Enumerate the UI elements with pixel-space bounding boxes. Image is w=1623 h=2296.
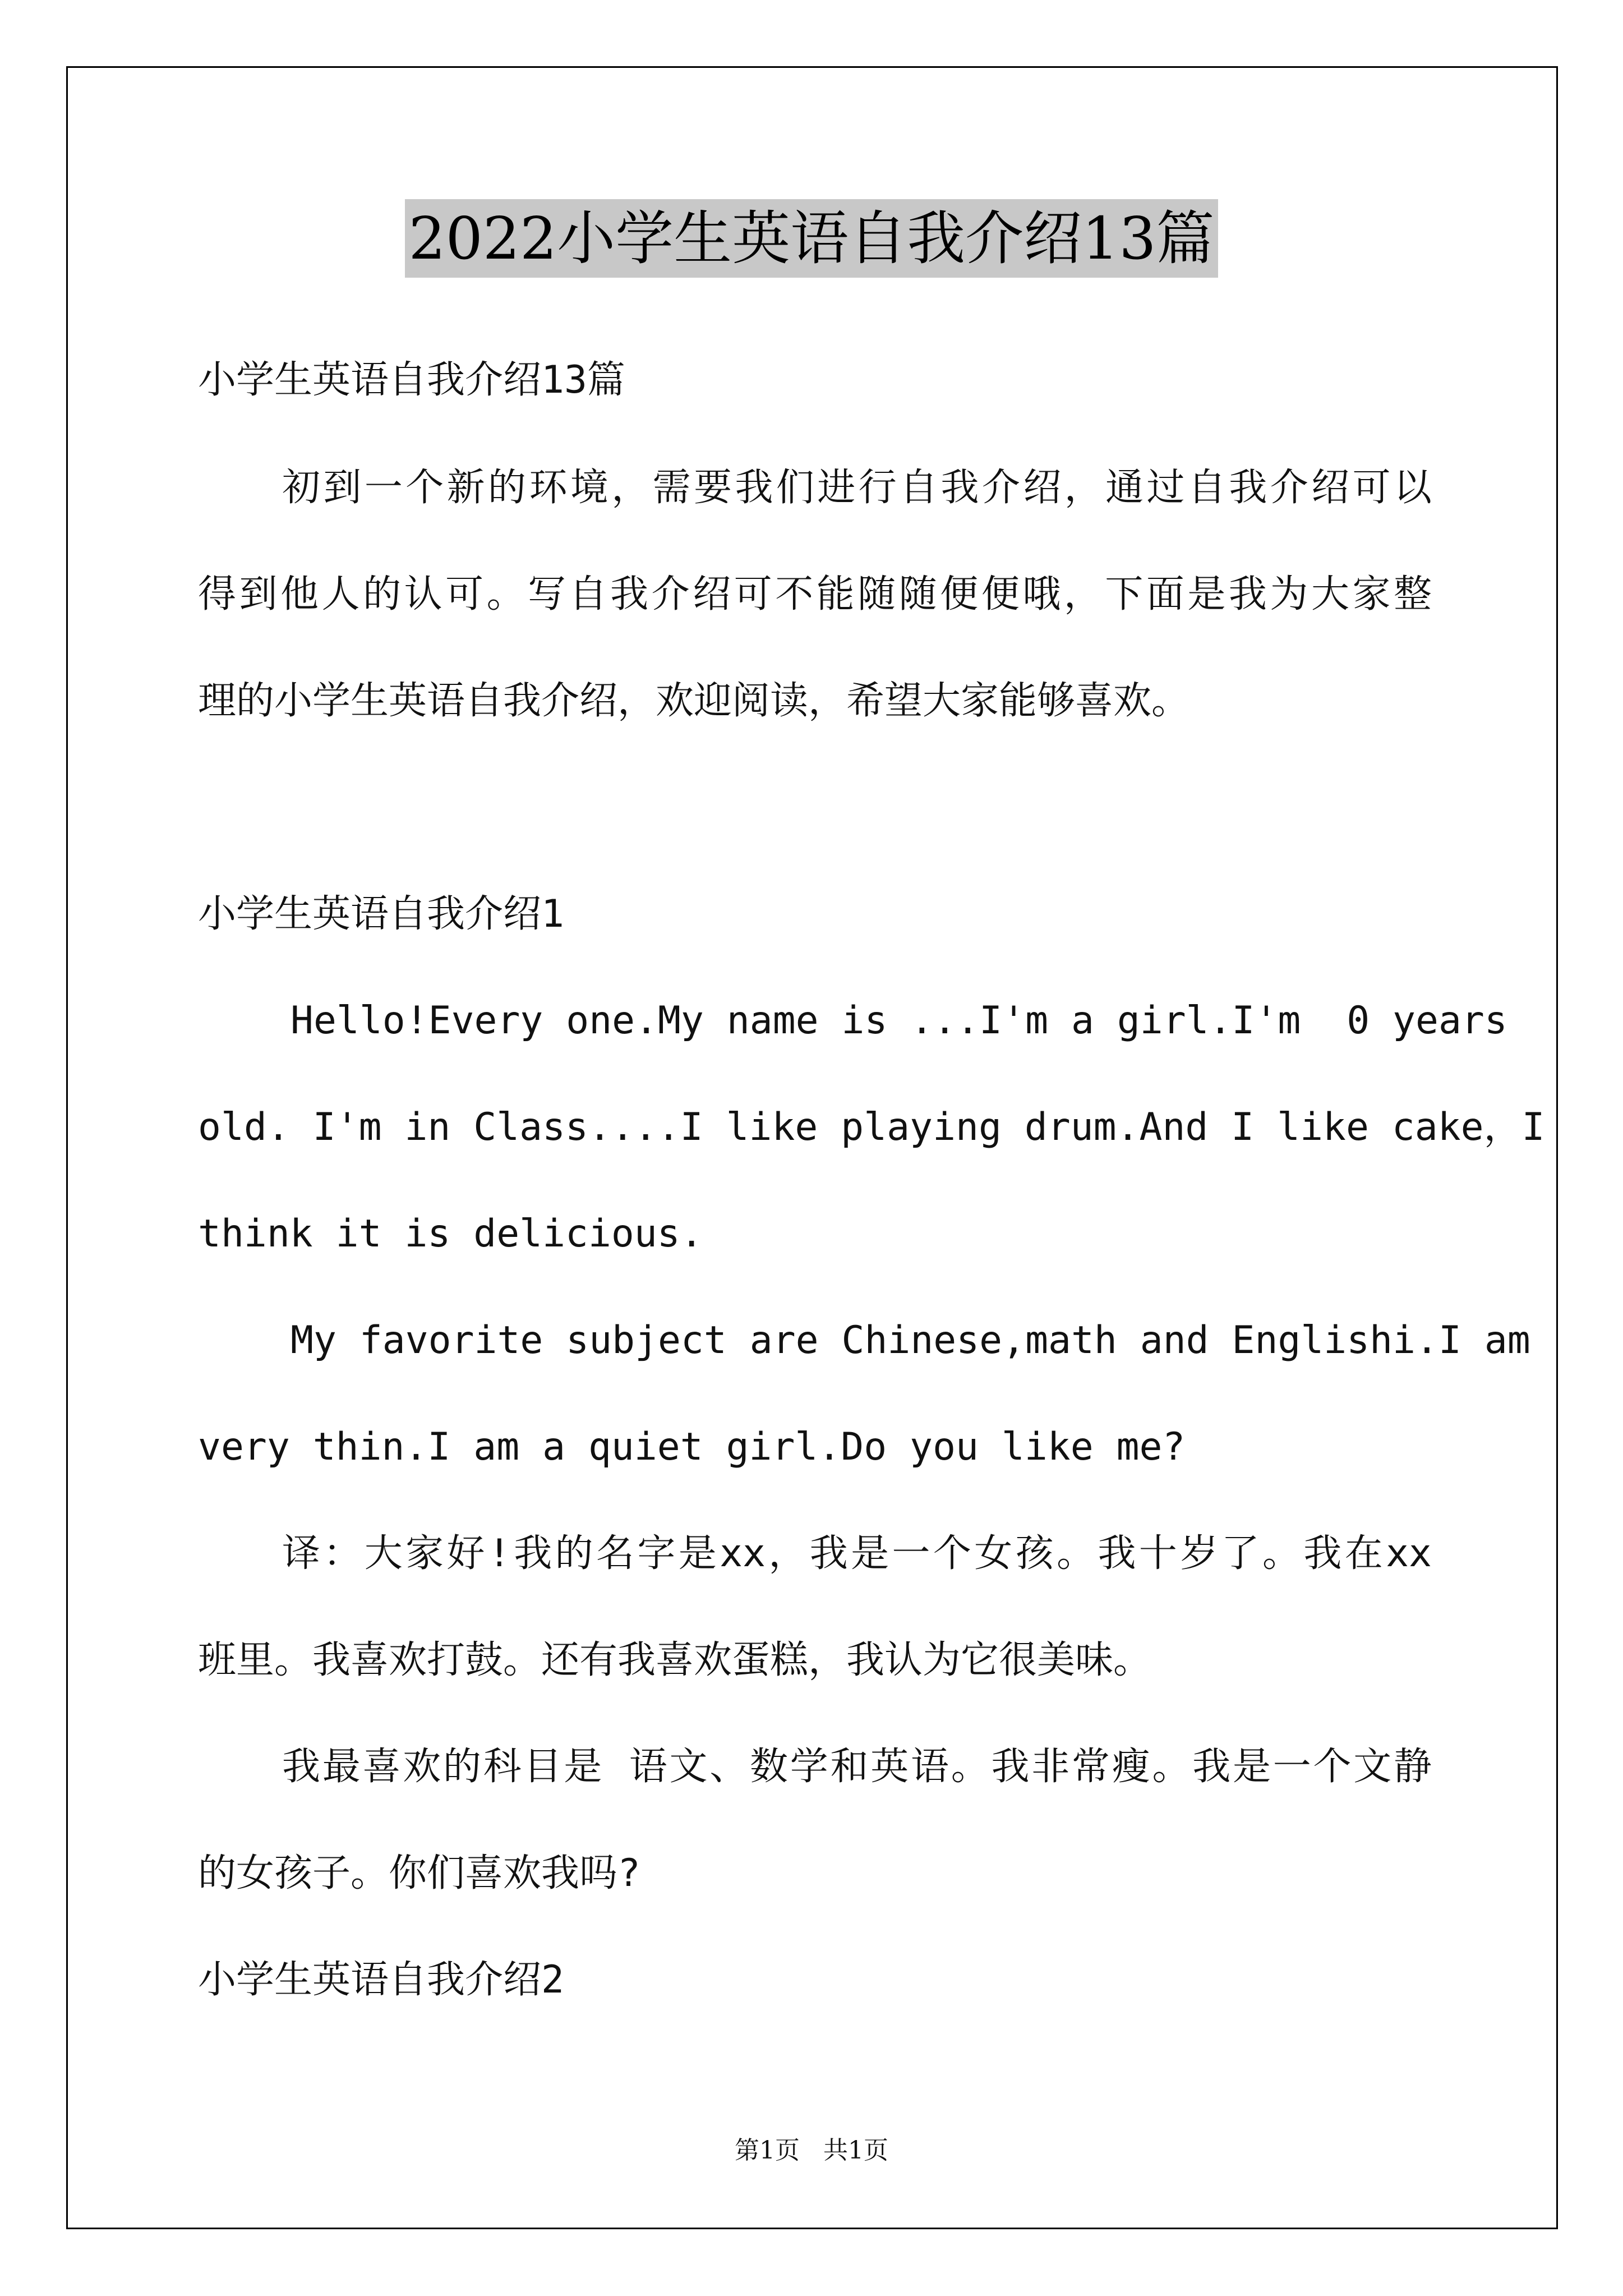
title-container (0, 199, 1623, 278)
section-1-en-line-4: My favorite subject are Chinese,math and Englishi.I am (291, 1318, 1530, 1363)
section-1-en-line-3: think it is delicious. (198, 1212, 703, 1256)
section-1-cn-line-1: 译：大家好!我的名字是xx，我是一个女孩。我十岁了。我在xx (282, 1531, 1432, 1576)
page-footer: 第1页 共1页 (735, 2136, 888, 2165)
section-1-en-line-5: very thin.I am a quiet girl.Do you like me? (198, 1425, 1186, 1469)
intro-line-1: 初到一个新的环境，需要我们进行自我介绍，通过自我介绍可以 (282, 466, 1432, 510)
intro-line-2: 得到他人的认可。写自我介绍可不能随随便便哦，下面是我为大家整 (198, 572, 1432, 616)
section-1-en-line-2: old. I'm in Class....I like playing drum.And I like cake，I (198, 1105, 1545, 1149)
section-1-cn-line-2: 班里。我喜欢打鼓。还有我喜欢蛋糕，我认为它很美味。 (198, 1638, 1152, 1682)
intro-line-3: 理的小学生英语自我介绍，欢迎阅读，希望大家能够喜欢。 (198, 679, 1190, 723)
section-1-cn-line-4: 的女孩子。你们喜欢我吗? (198, 1851, 640, 1895)
section-1-en-line-1: Hello!Every one.My name is ...I'm a girl.I'm 0 years (291, 999, 1507, 1043)
section-1-cn-line-3: 我最喜欢的科目是 语文、数学和英语。我非常瘦。我是一个文静 (282, 1745, 1432, 1789)
document-title: 2022小学生英语自我介绍13篇 (405, 199, 1218, 278)
section-2-heading: 小学生英语自我介绍2 (198, 1958, 564, 2002)
document-subtitle: 小学生英语自我介绍13篇 (198, 358, 625, 402)
section-1-heading: 小学生英语自我介绍1 (198, 892, 564, 936)
